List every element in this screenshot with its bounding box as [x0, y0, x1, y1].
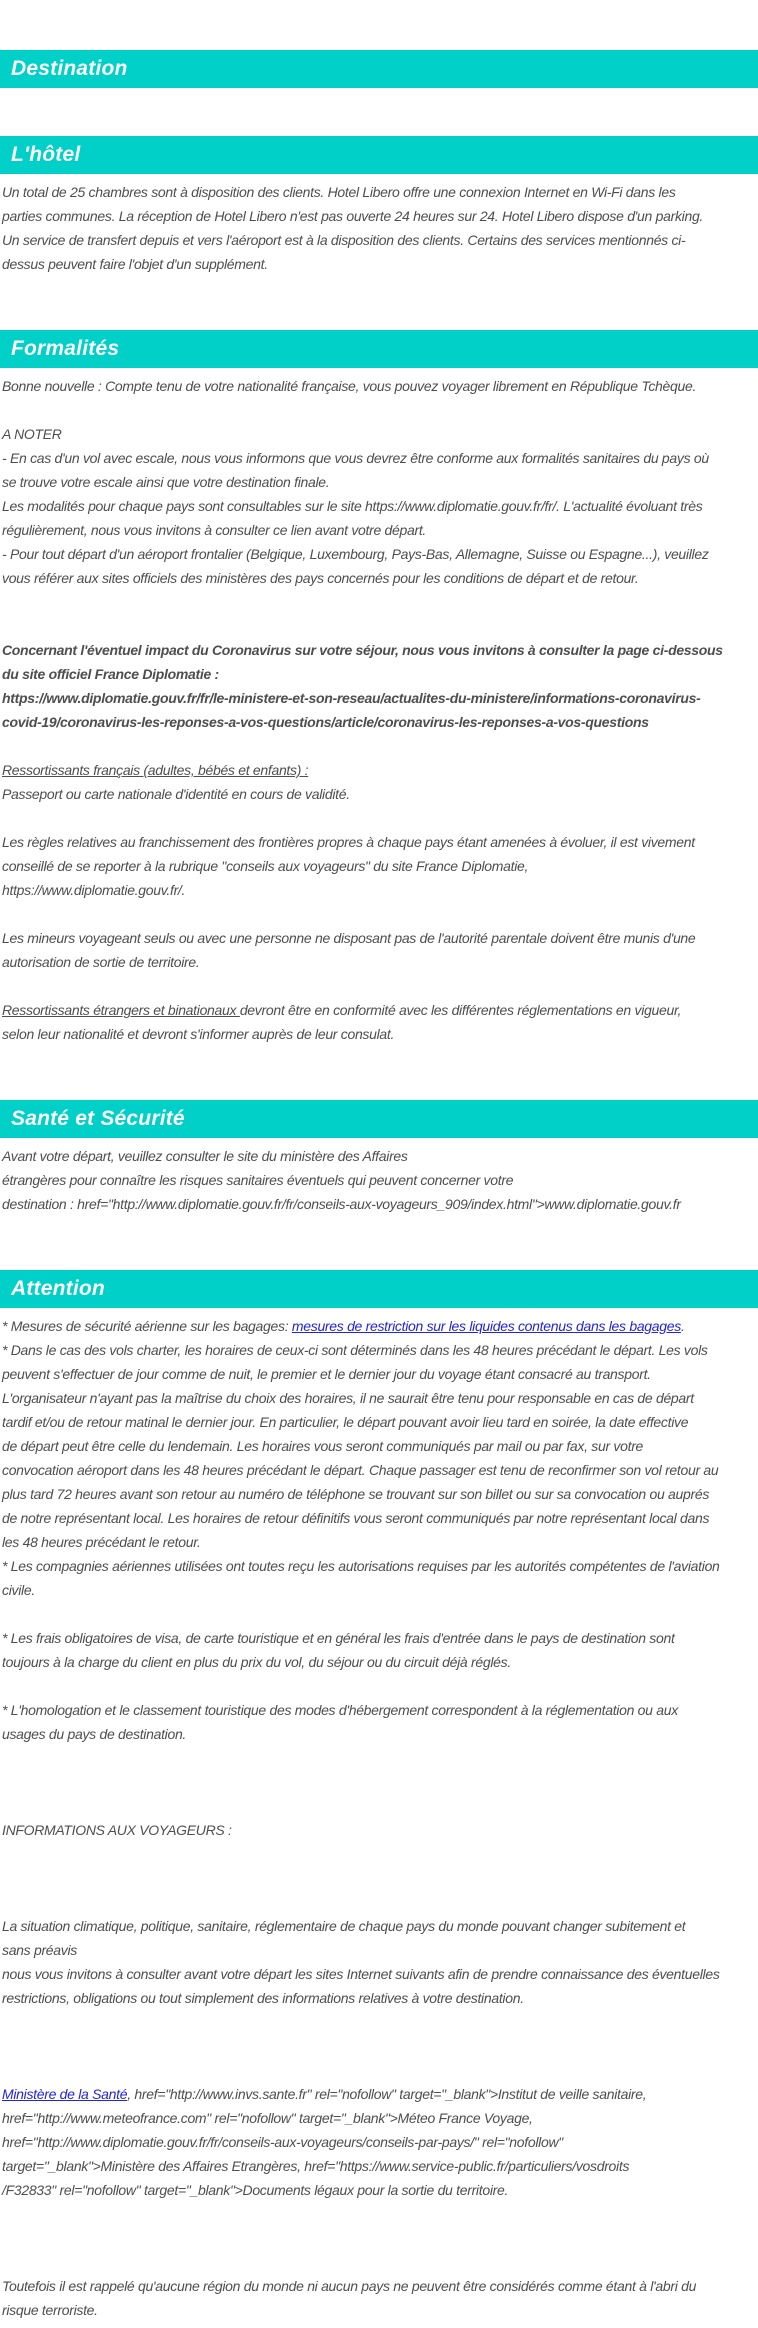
text-run: Les modalités pour chaque pays sont consultables sur le site https://www.diplomatie.gouv.fr/fr/. L'actualité évoluant très [2, 498, 703, 514]
text-run: toujours à la charge du client en plus du prix du vol, du séjour ou du circuit déjà réglés. [2, 1654, 511, 1670]
text-line [0, 1602, 758, 1626]
text-line [0, 854, 758, 878]
text-line [0, 1192, 758, 1216]
text-line [0, 422, 758, 446]
text-line [0, 1818, 758, 1842]
text-line [0, 398, 758, 422]
text-line [0, 374, 758, 398]
text-run: Avant votre départ, veuillez consulter le site du ministère des Affaires [2, 1148, 408, 1164]
text-line [0, 662, 758, 686]
text-line [0, 2082, 758, 2106]
text-line [0, 1386, 758, 1410]
text-line [0, 542, 758, 566]
text-run: Concernant l'éventuel impact du Coronavirus sur votre séjour, nous vous invitons à consulter la page ci-dessous [2, 642, 723, 658]
text-run: civile. [2, 1582, 35, 1598]
text-run: restrictions, obligations ou tout simplement des informations relatives à votre destination. [2, 1990, 524, 2006]
section-attention [0, 1270, 758, 2328]
text-run: INFORMATIONS AUX VOYAGEURS : [2, 1822, 232, 1838]
text-line [0, 1722, 758, 1746]
text-run: plus tard 72 heures avant son retour au numéro de téléphone se trouvant sur son billet ou sur sa convocation ou auprés [2, 1486, 710, 1502]
text-line [0, 1530, 758, 1554]
text-line [0, 2154, 758, 2178]
text-line [0, 638, 758, 662]
text-line [0, 1938, 758, 1962]
section-header-destination: Destination [0, 50, 758, 88]
text-run: La situation climatique, politique, sanitaire, réglementaire de chaque pays du monde pouvant changer subitement et [2, 1918, 686, 1934]
text-line [0, 228, 758, 252]
baggage-liquids-restriction-link[interactable]: mesures de restriction sur les liquides contenus dans les bagages [291, 1318, 681, 1334]
text-run: devront être en conformité avec les différentes réglementations en vigueur, [239, 1002, 682, 1018]
text-line [0, 1986, 758, 2010]
text-line [0, 2010, 758, 2034]
text-line [0, 902, 758, 926]
text-line [0, 614, 758, 638]
text-run: conseillé de se reporter à la rubrique "conseils aux voyageurs" du site France Diplomatie, [2, 858, 529, 874]
text-run: href="http://www.diplomatie.gouv.fr/fr/conseils-aux-voyageurs/conseils-par-pays/" rel="nofollow" [2, 2134, 563, 2150]
text-run: se trouve votre escale ainsi que votre destination finale. [2, 474, 330, 490]
section-body [0, 1144, 758, 1222]
text-run: peuvent s'effectuer de jour comme de nuit, le premier et le dernier jour du voyage étant consacré au transport. [2, 1366, 651, 1382]
section-header-sante-securite: Santé et Sécurité [0, 1100, 758, 1138]
text-line [0, 1314, 758, 1338]
text-run: - Pour tout départ d'un aéroport frontalier (Belgique, Luxembourg, Pays-Bas, Allemagne, Suisse ou Espagne...), veuillez [2, 546, 709, 562]
text-line [0, 1914, 758, 1938]
text-run: du site officiel France Diplomatie : [2, 666, 219, 682]
text-line [0, 204, 758, 228]
text-run: * Les frais obligatoires de visa, de carte touristique et en général les frais d'entrée dans le pays de destination sont [2, 1630, 675, 1646]
text-line [0, 806, 758, 830]
text-line [0, 1842, 758, 1866]
text-run: Les mineurs voyageant seuls ou avec une personne ne disposant pas de l'autorité parentale doivent être munis d'une [2, 930, 696, 946]
text-run: A NOTER [2, 426, 62, 442]
text-line [0, 830, 758, 854]
text-line [0, 494, 758, 518]
text-line [0, 782, 758, 806]
text-run: * L'homologation et le classement touristique des modes d'hébergement correspondent à la réglementation ou aux [2, 1702, 678, 1718]
text-run: étrangères pour connaître les risques sanitaires éventuels qui peuvent concerner votre [2, 1172, 514, 1188]
text-line [0, 1890, 758, 1914]
section-header-formalites: Formalités [0, 330, 758, 368]
text-line [0, 926, 758, 950]
text-line [0, 1770, 758, 1794]
text-line [0, 1410, 758, 1434]
text-line [0, 1144, 758, 1168]
text-line [0, 998, 758, 1022]
text-line [0, 1746, 758, 1770]
text-run: L'organisateur n'ayant pas la maîtrise du choix des horaires, il ne saurait être tenu pour responsable en cas de départ [2, 1390, 694, 1406]
text-run: Les règles relatives au franchissement des frontières propres à chaque pays étant amenées à évoluer, il est vivement [2, 834, 695, 850]
text-line [0, 566, 758, 590]
text-run: destination : href="http://www.diplomatie.gouv.fr/fr/conseils-aux-voyageurs_909/index.html">www.diplomatie.gouv.fr [2, 1196, 681, 1212]
text-run: tardif et/ou de retour matinal le dernier jour. En particulier, le départ pouvant avoir lieu tard en soirée, la date effective [2, 1414, 689, 1430]
text-run: Ressortissants étrangers et binationaux [2, 1002, 240, 1018]
text-line [0, 1626, 758, 1650]
text-line [0, 2130, 758, 2154]
text-line [0, 1866, 758, 1890]
text-line [0, 518, 758, 542]
text-line [0, 1578, 758, 1602]
text-line [0, 1794, 758, 1818]
section-body [0, 1314, 758, 2328]
section-destination [0, 50, 758, 88]
section-hotel [0, 136, 758, 282]
text-line [0, 2178, 758, 2202]
text-run: Toutefois il est rappelé qu'aucune région du monde ni aucun pays ne peuvent être considérés comme étant à l'abri du [2, 2278, 697, 2294]
text-run: de notre représentant local. Les horaires de retour définitifs vous seront communiqués par notre représentant local dans [2, 1510, 710, 1526]
text-line [0, 758, 758, 782]
text-run: de départ peut être celle du lendemain. Les horaires vous seront communiqués par mail ou par fax, sur votre [2, 1438, 644, 1454]
text-line [0, 590, 758, 614]
section-formalites [0, 330, 758, 1052]
text-run: href="http://www.meteofrance.com" rel="nofollow" target="_blank">Méteo France Voyage, [2, 2110, 533, 2126]
text-run: Passeport ou carte nationale d'identité en cours de validité. [2, 786, 350, 802]
section-body [0, 374, 758, 1052]
text-line [0, 2274, 758, 2298]
text-line [0, 1650, 758, 1674]
text-run: sans préavis [2, 1942, 77, 1958]
text-run: les 48 heures précédant le retour. [2, 1534, 201, 1550]
text-run: - En cas d'un vol avec escale, nous vous informons que vous devrez être conforme aux formalités sanitaires du pays où [2, 450, 709, 466]
text-run: Un service de transfert depuis et vers l'aéroport est à la disposition des clients. Certains des services mentionnés ci- [2, 232, 686, 248]
text-run: régulièrement, nous vous invitons à consulter ce lien avant votre départ. [2, 522, 427, 538]
text-run: https://www.diplomatie.gouv.fr/fr/le-ministere-et-son-reseau/actualites-du-ministere/informations-coronavirus- [2, 690, 701, 706]
ministere-sante-link[interactable]: Ministère de la Santé [2, 2086, 128, 2102]
text-line [0, 710, 758, 734]
text-line [0, 2202, 758, 2226]
text-run: * Les compagnies aériennes utilisées ont toutes reçu les autorisations requises par les autorités compétentes de l'aviation [2, 1558, 720, 1574]
text-line [0, 1674, 758, 1698]
text-line [0, 1338, 758, 1362]
text-run: Un total de 25 chambres sont à disposition des clients. Hotel Libero offre une connexion Internet en Wi-Fi dans les [2, 184, 676, 200]
text-run: convocation aéroport dans les 48 heures précédant le départ. Chaque passager est tenu de reconfirmer son vol retour au [2, 1462, 719, 1478]
text-line [0, 2106, 758, 2130]
text-line [0, 734, 758, 758]
text-run: , href="http://www.invs.sante.fr" rel="nofollow" target="_blank">Institut de veille sanitaire, [127, 2086, 647, 2102]
text-run: usages du pays de destination. [2, 1726, 187, 1742]
text-line [0, 1506, 758, 1530]
text-run: vous référer aux sites officiels des ministères des pays concernés pour les conditions de départ et de retour. [2, 570, 639, 586]
section-body [0, 180, 758, 282]
text-line [0, 180, 758, 204]
text-run: parties communes. La réception de Hotel Libero n'est pas ouverte 24 heures sur 24. Hotel Libero dispose d'un parking. [2, 208, 704, 224]
text-run: /F32833" rel="nofollow" target="_blank">Documents légaux pour la sortie du territoire. [2, 2182, 509, 2198]
text-line [0, 1434, 758, 1458]
section-header-hotel: L'hôtel [0, 136, 758, 174]
text-run: * Dans le cas des vols charter, les horaires de ceux-ci sont déterminés dans les 48 heures précédant le départ. Les vols [2, 1342, 708, 1358]
text-line [0, 2058, 758, 2082]
text-run: https://www.diplomatie.gouv.fr/. [2, 882, 186, 898]
section-header-attention: Attention [0, 1270, 758, 1308]
text-line [0, 252, 758, 276]
text-line [0, 2298, 758, 2322]
text-line [0, 2034, 758, 2058]
text-line [0, 974, 758, 998]
text-run: covid-19/coronavirus-les-reponses-a-vos-questions/article/coronavirus-les-reponses-a-vos-questions [2, 714, 649, 730]
text-run: selon leur nationalité et devront s'informer auprès de leur consulat. [2, 1026, 395, 1042]
text-run: target="_blank">Ministère des Affaires Etrangères, href="https://www.service-public.fr/particuliers/vosdroits [2, 2158, 630, 2174]
text-run: Bonne nouvelle : Compte tenu de votre nationalité française, vous pouvez voyager librement en République Tchèque. [2, 378, 697, 394]
text-line [0, 686, 758, 710]
section-sante-securite [0, 1100, 758, 1222]
text-line [0, 446, 758, 470]
text-run: dessus peuvent faire l'objet d'un supplément. [2, 256, 268, 272]
text-line [0, 470, 758, 494]
text-run: risque terroriste. [2, 2302, 98, 2318]
text-line [0, 2250, 758, 2274]
text-line [0, 1022, 758, 1046]
text-line [0, 1482, 758, 1506]
text-line [0, 1962, 758, 1986]
text-run: . [680, 1318, 685, 1334]
text-line [0, 2226, 758, 2250]
text-run: * Mesures de sécurité aérienne sur les bagages: [2, 1318, 292, 1334]
text-line [0, 950, 758, 974]
text-run: Ressortissants français (adultes, bébés et enfants) : [2, 762, 309, 778]
text-line [0, 1458, 758, 1482]
text-run: autorisation de sortie de territoire. [2, 954, 200, 970]
text-run: nous vous invitons à consulter avant votre départ les sites Internet suivants afin de prendre connaissance des éventuelles [2, 1966, 720, 1982]
text-line [0, 1168, 758, 1192]
text-line [0, 1698, 758, 1722]
text-line [0, 1554, 758, 1578]
text-line [0, 1362, 758, 1386]
text-line [0, 878, 758, 902]
